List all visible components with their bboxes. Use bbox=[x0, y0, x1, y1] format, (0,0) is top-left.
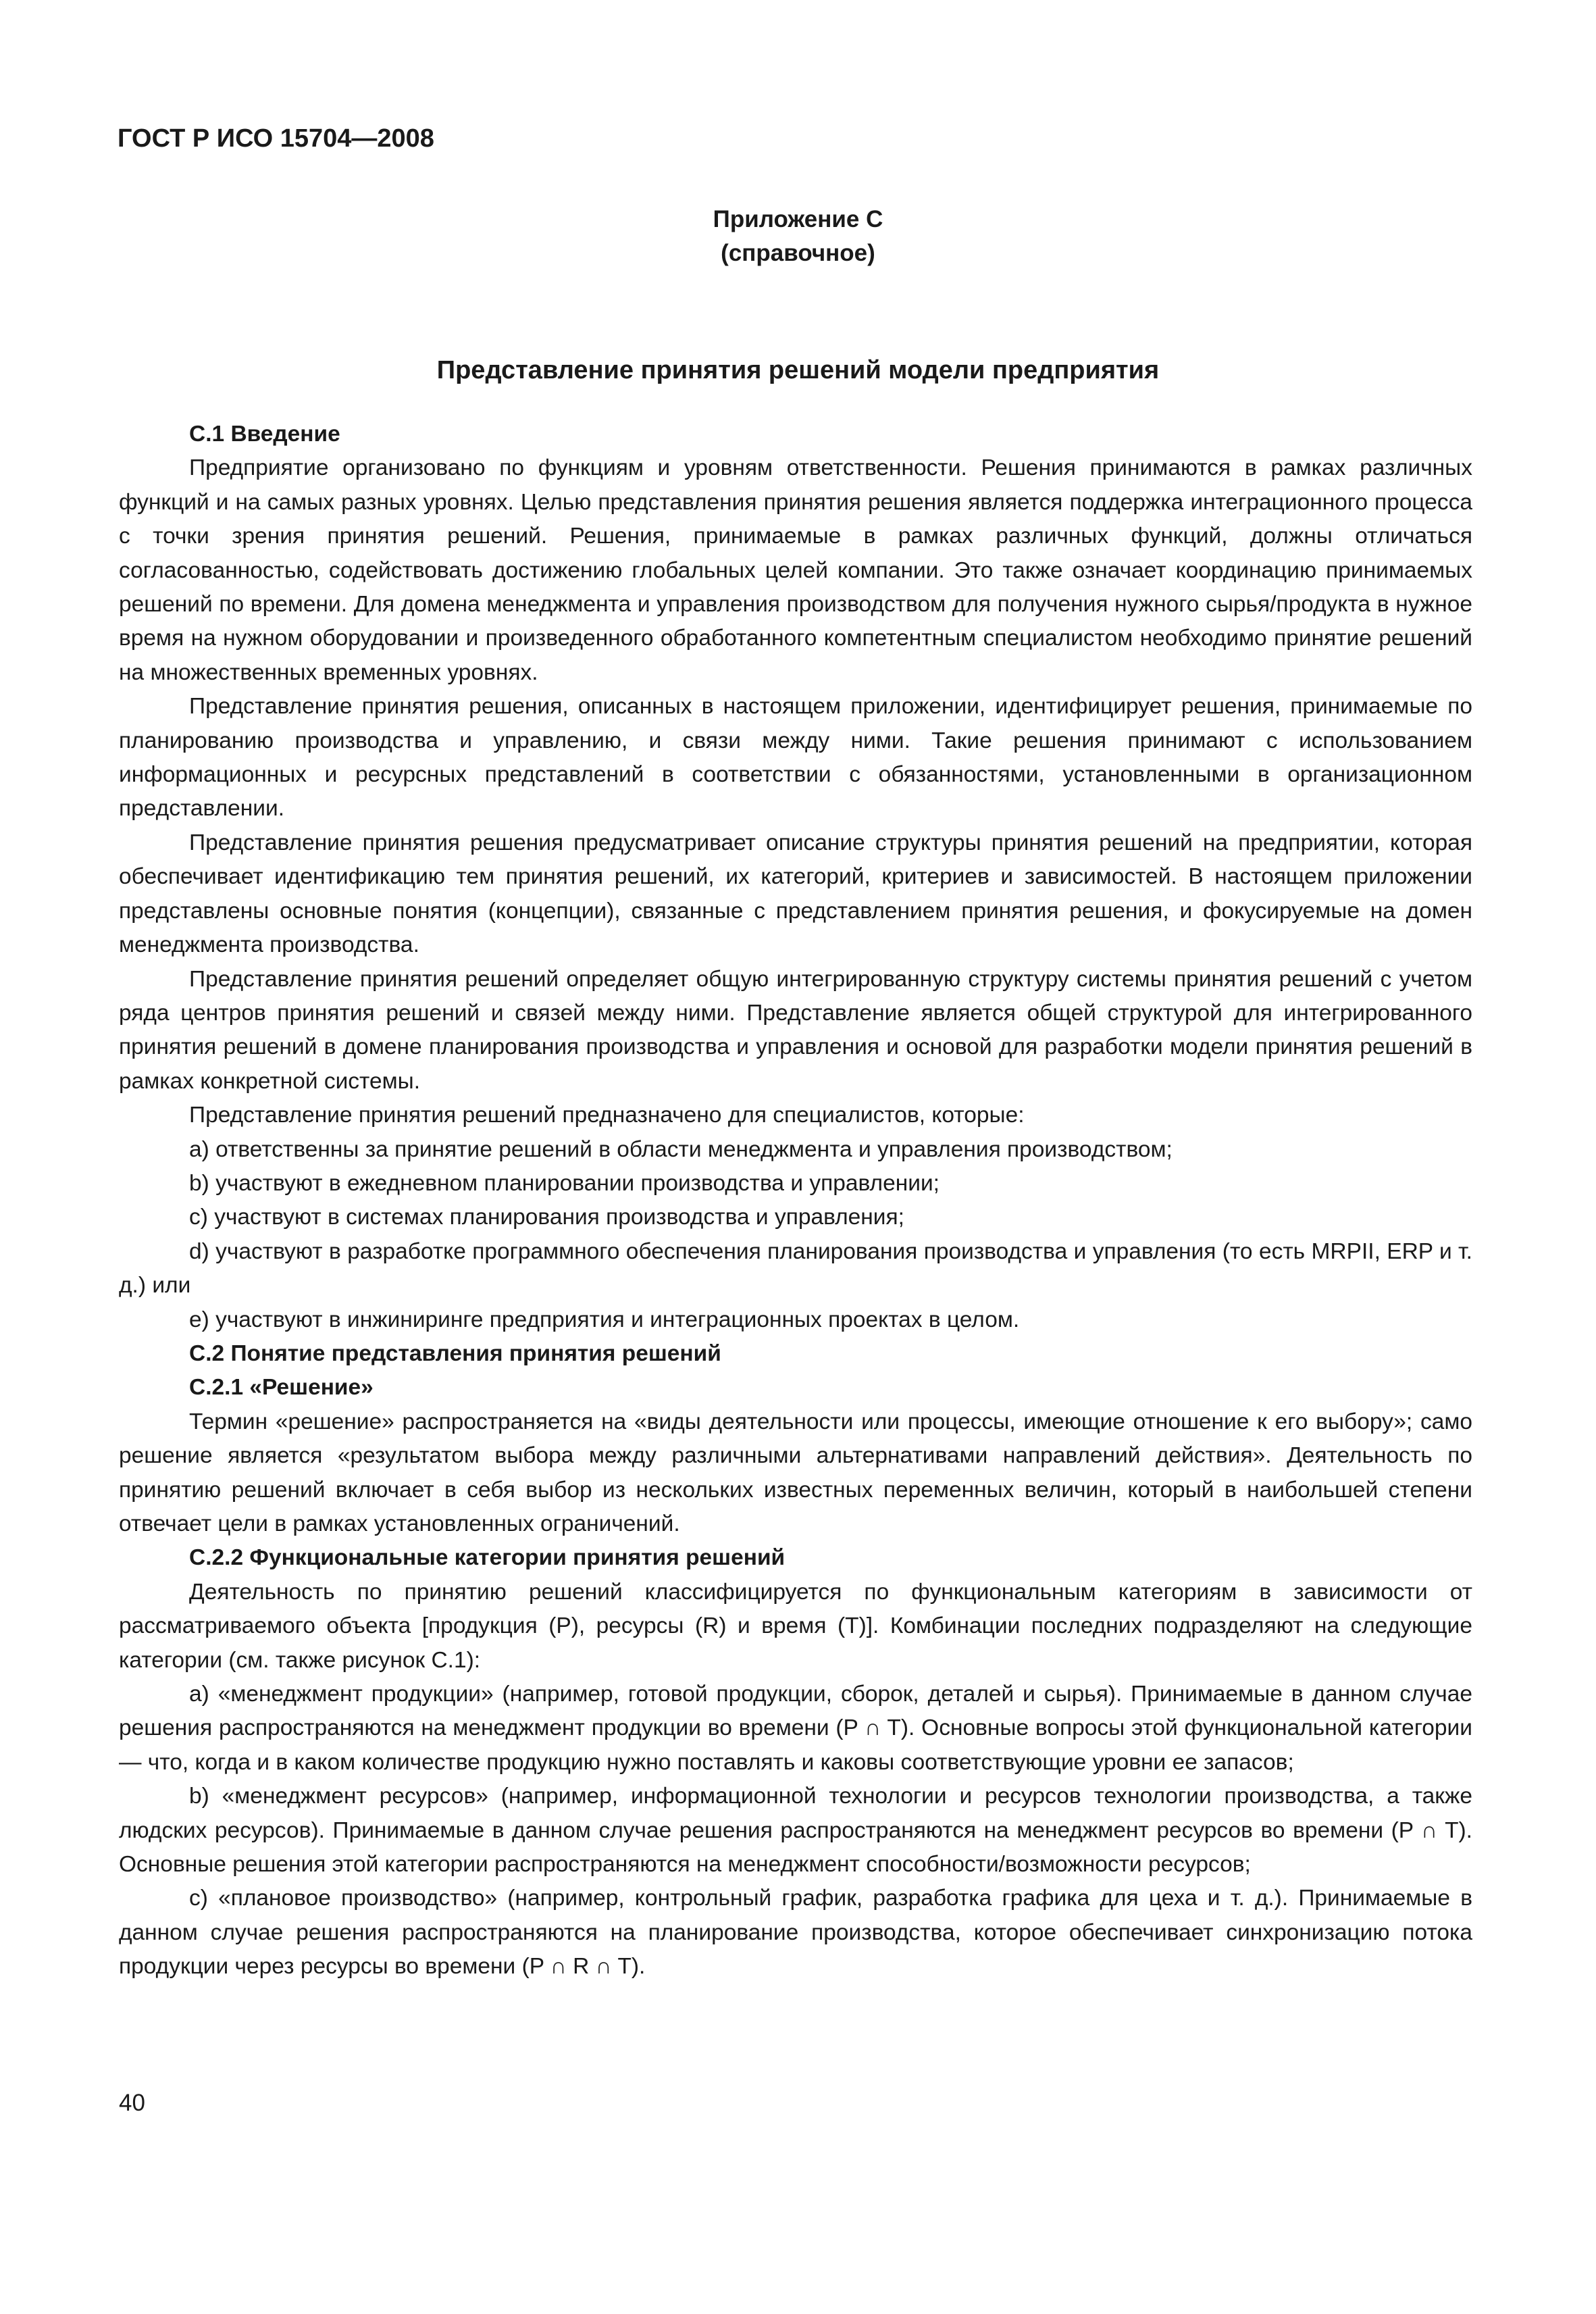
section-heading: С.2 Понятие представления принятия решений bbox=[189, 1340, 721, 1366]
paragraph: Представление принятия решения предусматривает описание структуры принятия решений на предприятии, которая обеспечивает идентификацию тем принятия решений, их категорий, критериев и зависимостей. В настоящем приложении представлены основные понятия (концепции), связанные с представлением принятия решения, и фокусируемые на домен менеджмента производства. bbox=[119, 830, 1472, 958]
paragraph: Термин «решение» распространяется на «виды деятельности или процессы, имеющие отношение к его выбору»; само решение является «результатом выбора между различными альтернативами направлений действия». Деятельность по принятию решений включает в себя выбор из нескольких известных переменных величин, который в наибольшей степени отвечает цели в рамках установленных ограничений. bbox=[119, 1409, 1472, 1536]
list-item: b) участвуют в ежедневном планировании производства и управлении; bbox=[189, 1170, 939, 1196]
subsection-heading: С.2.1 «Решение» bbox=[189, 1375, 374, 1401]
paragraph: Представление принятия решений предназначено для специалистов, которые: bbox=[189, 1103, 1025, 1128]
list-item: c) «плановое производство» (например, контрольный график, разработка графика для цеха и т. д.). Принимаемые в данном случае решения распространяются на планирование производства, которое обеспечивает синхронизацию потока продукции через ресурсы во времени (P ∩ R ∩ T). bbox=[119, 1886, 1472, 1980]
annex-title: Представление принятия решений модели предприятия bbox=[436, 356, 1160, 384]
list-item: b) «менеджмент ресурсов» (например, информационной технологии и ресурсов технологии производства, а также людских ресурсов). Принимаемые в данном случае решения распространяются на менеджмент ресурсов во времени (P ∩ T). Основные решения этой категории распространяются на менеджмент способности/возможности ресурсов; bbox=[119, 1784, 1472, 1878]
paragraph: Предприятие организовано по функциям и уровням ответственности. Решения принимаются в рамках различных функций и на самых разных уровнях. Целью представления принятия решения является поддержка интеграционного процесса с точки зрения принятия решений. Решения, принимаемые в рамках различных функций, должны отличаться согласованностью, содействовать достижению глобальных целей компании. Это также означает координацию принимаемых решений по времени. Для домена менеджмента и управления производством для получения нужного сырья/продукта в нужное время на нужном оборудовании и произведенного обработанного компетентным специалистом необходимо принятие решений на множественных временных уровнях. bbox=[119, 455, 1472, 685]
document-code: ГОСТ Р ИСО 15704—2008 bbox=[118, 124, 434, 153]
paragraph: Представление принятия решения, описанных в настоящем приложении, идентифицирует решения, принимаемые по планированию производства и управлению, и связи между ними. Такие решения принимают с использованием информационных и ресурсных представлений в соответствии с обязанностями, установленными в организационном представлении. bbox=[119, 694, 1472, 822]
page-number: 40 bbox=[119, 2090, 145, 2116]
list-item: a) «менеджмент продукции» (например, готовой продукции, сборок, деталей и сырья). Принимаемые в данном случае решения распространяются на менеджмент продукции во времени (P ∩ T). Основные вопросы этой функциональной категории — что, когда и в каком количестве продукцию нужно поставлять и каковы соответствующие уровни ее запасов; bbox=[119, 1682, 1472, 1775]
list-item: a) ответственны за принятие решений в области менеджмента и управления производством; bbox=[189, 1136, 1173, 1162]
annex-heading bbox=[0, 203, 1596, 270]
list-item: d) участвуют в разработке программного обеспечения планирования производства и управления (то есть MRPII, ERP и т. д.) или bbox=[119, 1238, 1472, 1299]
body-text bbox=[119, 418, 1472, 1984]
list-item: c) участвуют в системах планирования производства и управления; bbox=[189, 1205, 904, 1230]
list-item: e) участвуют в инжиниринге предприятия и интеграционных проектах в целом. bbox=[189, 1307, 1020, 1332]
paragraph: Представление принятия решений определяет общую интегрированную структуру системы принятия решений с учетом ряда центров принятия решений и связей между ними. Представление является общей структурой для интегрированного принятия решений в домене планирования производства и управления и основой для разработки модели принятия решений в рамках конкретной системы. bbox=[119, 966, 1472, 1094]
annex-type: (справочное) bbox=[721, 240, 875, 266]
subsection-heading: С.2.2 Функциональные категории принятия решений bbox=[189, 1545, 786, 1571]
section-heading: С.1 Введение bbox=[189, 422, 340, 447]
annex-label: Приложение С bbox=[713, 206, 883, 232]
paragraph: Деятельность по принятию решений классифицируется по функциональным категориям в зависимости от рассматриваемого объекта [продукция (P), ресурсы (R) и время (T)]. Комбинации последних подразделяют на следующие категории (см. также рисунок С.1): bbox=[119, 1579, 1472, 1673]
